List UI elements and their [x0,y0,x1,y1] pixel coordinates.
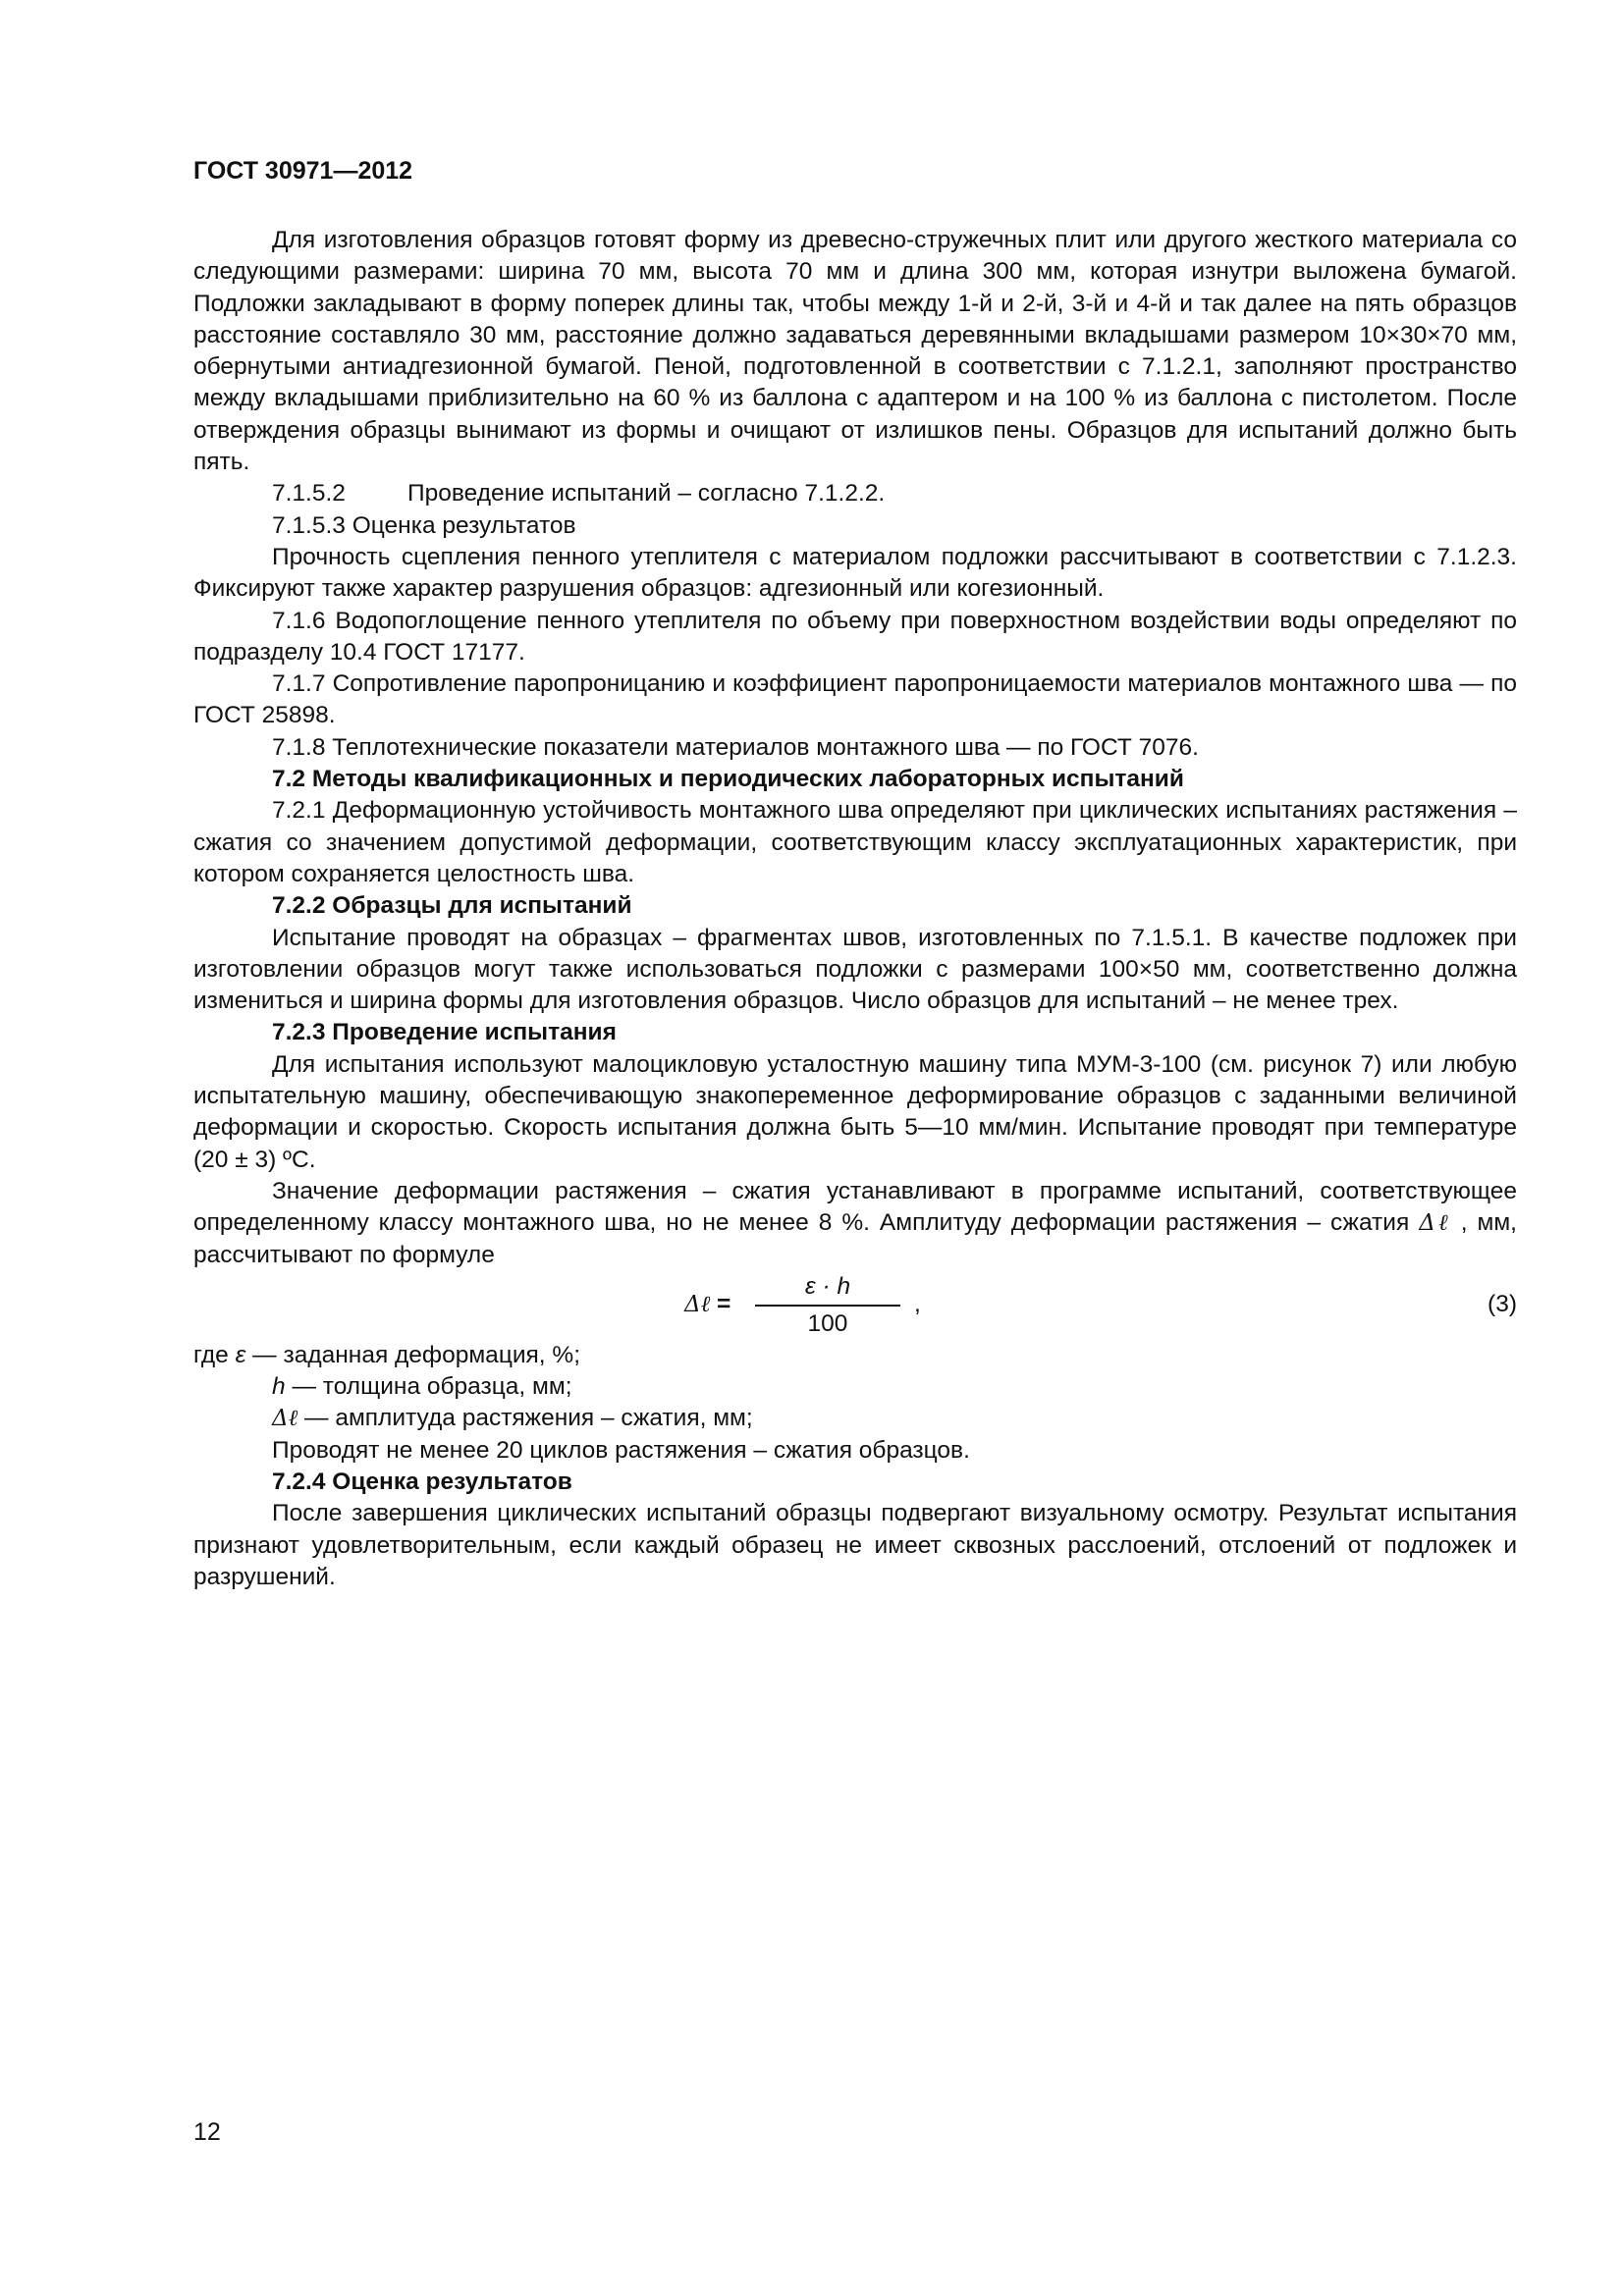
legend-delta-l [193,1403,1517,1434]
legend-h [193,1371,1517,1403]
delta-l-symbol: Δℓ [1419,1210,1451,1237]
paragraph-7-1-5-3: 7.1.5.3 Оценка результатов [272,511,576,539]
paragraph-test-machine: Для испытания используют малоцикловую усталостную машину типа МУМ-3-100 (см. рисунок 7) или любую испытательную машину, обеспечивающую знакопеременное деформирование образцов с заданными величиной деформации и скоростью. Скорость испытания должна быть 5—10 мм/мин. Испытание проводят при температуре (20 ± 3) ºС. [193,1050,1517,1173]
clause-text: Проведение испытаний – согласно 7.1.2.2. [407,480,886,507]
paragraph-7-1-8: 7.1.8 Теплотехнические показатели материалов монтажного шва — по ГОСТ 7076. [272,733,1199,761]
paragraph-7-1-7: 7.1.7 Сопротивление паропроницанию и коэффициент паропроницаемости материалов монтажного шва — по ГОСТ 25898. [193,670,1517,729]
formula-number: (3) [1488,1290,1517,1317]
paragraph-text-start: Значение деформации растяжения – сжатия устанавливают в программе испытаний, соответствующее определенному классу монтажного шва, но не менее 8 %. Амплитуду деформации растяжения – сжатия [193,1177,1517,1237]
paragraph-7-1-5-2 [193,478,1517,509]
paragraph-test-samples: Испытание проводят на образцах – фрагментах швов, изготовленных по 7.1.5.1. В качестве подложек при изготовлении образцов могут также использоваться подложки с размерами 100×50 мм, соответственно должна измениться и ширина формы для изготовления образцов. Число образцов для испытаний – не менее трех. [193,924,1517,1015]
h-symbol: h [272,1373,286,1401]
paragraph-sample-preparation: Для изготовления образцов готовят форму из древесно-стружечных плит или другого жесткого материала со следующими размерами: ширина 70 мм, высота 70 мм и длина 300 мм, которая изнутри выложена бумагой. Подложки закладывают в форму поперек длины так, чтобы между 1-й и 2-й, 3-й и 4-й и так далее на пять образцов расстояние составляло 30 мм, расстояние должно задаваться деревянными вкладышами размером 10×30×70 мм, обернутыми антиадгезионной бумагой. Пеной, подготовленной в соответствии с 7.1.2.1, заполняют пространство между вкладышами приблизительно на 60 % из баллона с адаптером и на 100 % из баллона с пистолетом. После отверждения образцы вынимают из формы и очищают от излишков пены. Образцов для испытаний должно быть пять. [193,227,1517,476]
formula-lhs [684,1289,730,1320]
paragraph-results: После завершения циклических испытаний образцы подвергают визуальному осмотру. Результат испытания признают удовлетворительным, если каждый образец не имеет сквозных расслоений, отслоений от подложек и разрушений. [193,1500,1517,1590]
legend-delta-text: — амплитуда растяжения – сжатия, мм; [298,1405,753,1432]
paragraph-deformation-value [193,1176,1517,1271]
section-heading-7-2-2: 7.2.2 Образцы для испытаний [272,892,632,920]
legend-epsilon [193,1340,1517,1371]
section-heading-7-2-3: 7.2.3 Проведение испытания [272,1019,617,1046]
paragraph-cycles: Проводят не менее 20 циклов растяжения – сжатия образцов. [272,1436,970,1464]
formula-3 [193,1271,1517,1340]
document-header: ГОСТ 30971—2012 [193,157,413,185]
legend-delta-symbol: Δℓ [272,1406,298,1432]
formula-comma: , [914,1290,921,1317]
clause-number: 7.1.5.2 [272,480,346,507]
section-heading-7-2-4: 7.2.4 Оценка результатов [272,1468,572,1495]
fraction-bar [755,1305,900,1307]
legend-epsilon-text: — заданная деформация, %; [245,1341,581,1368]
page-number: 12 [193,2118,221,2146]
legend-h-text: — толщина образца, мм; [285,1373,572,1401]
paragraph-adhesion-strength: Прочность сцепления пенного утеплителя с материалом подложки рассчитывают в соответствии с 7.1.2.3. Фиксируют также характер разрушения образцов: адгезионный или когезионный. [193,543,1517,603]
formula-delta-symbol: Δℓ [684,1291,711,1317]
formula-denominator: 100 [807,1309,848,1337]
legend-prefix: где [193,1341,236,1368]
formula-fraction [755,1271,900,1340]
formula-equals: = [717,1290,731,1317]
paragraph-7-1-6: 7.1.6 Водопоглощение пенного утеплителя по объему при поверхностном воздействии воды определяют по подразделу 10.4 ГОСТ 17177. [193,607,1517,666]
section-heading-7-2: 7.2 Методы квалификационных и периодических лабораторных испытаний [272,766,1184,793]
document-body [193,225,1517,1593]
paragraph-7-2-1: 7.2.1 Деформационную устойчивость монтажного шва определяют при циклических испытаниях растяжения – сжатия со значением допустимой деформации, соответствующим классу эксплуатационных характеристик, при котором сохраняется целостность шва. [193,797,1517,887]
paragraph-text-end: , мм, рассчитывают по формуле [193,1209,1517,1268]
epsilon-symbol: ε [235,1341,246,1368]
formula-numerator: ε · h [804,1272,851,1300]
